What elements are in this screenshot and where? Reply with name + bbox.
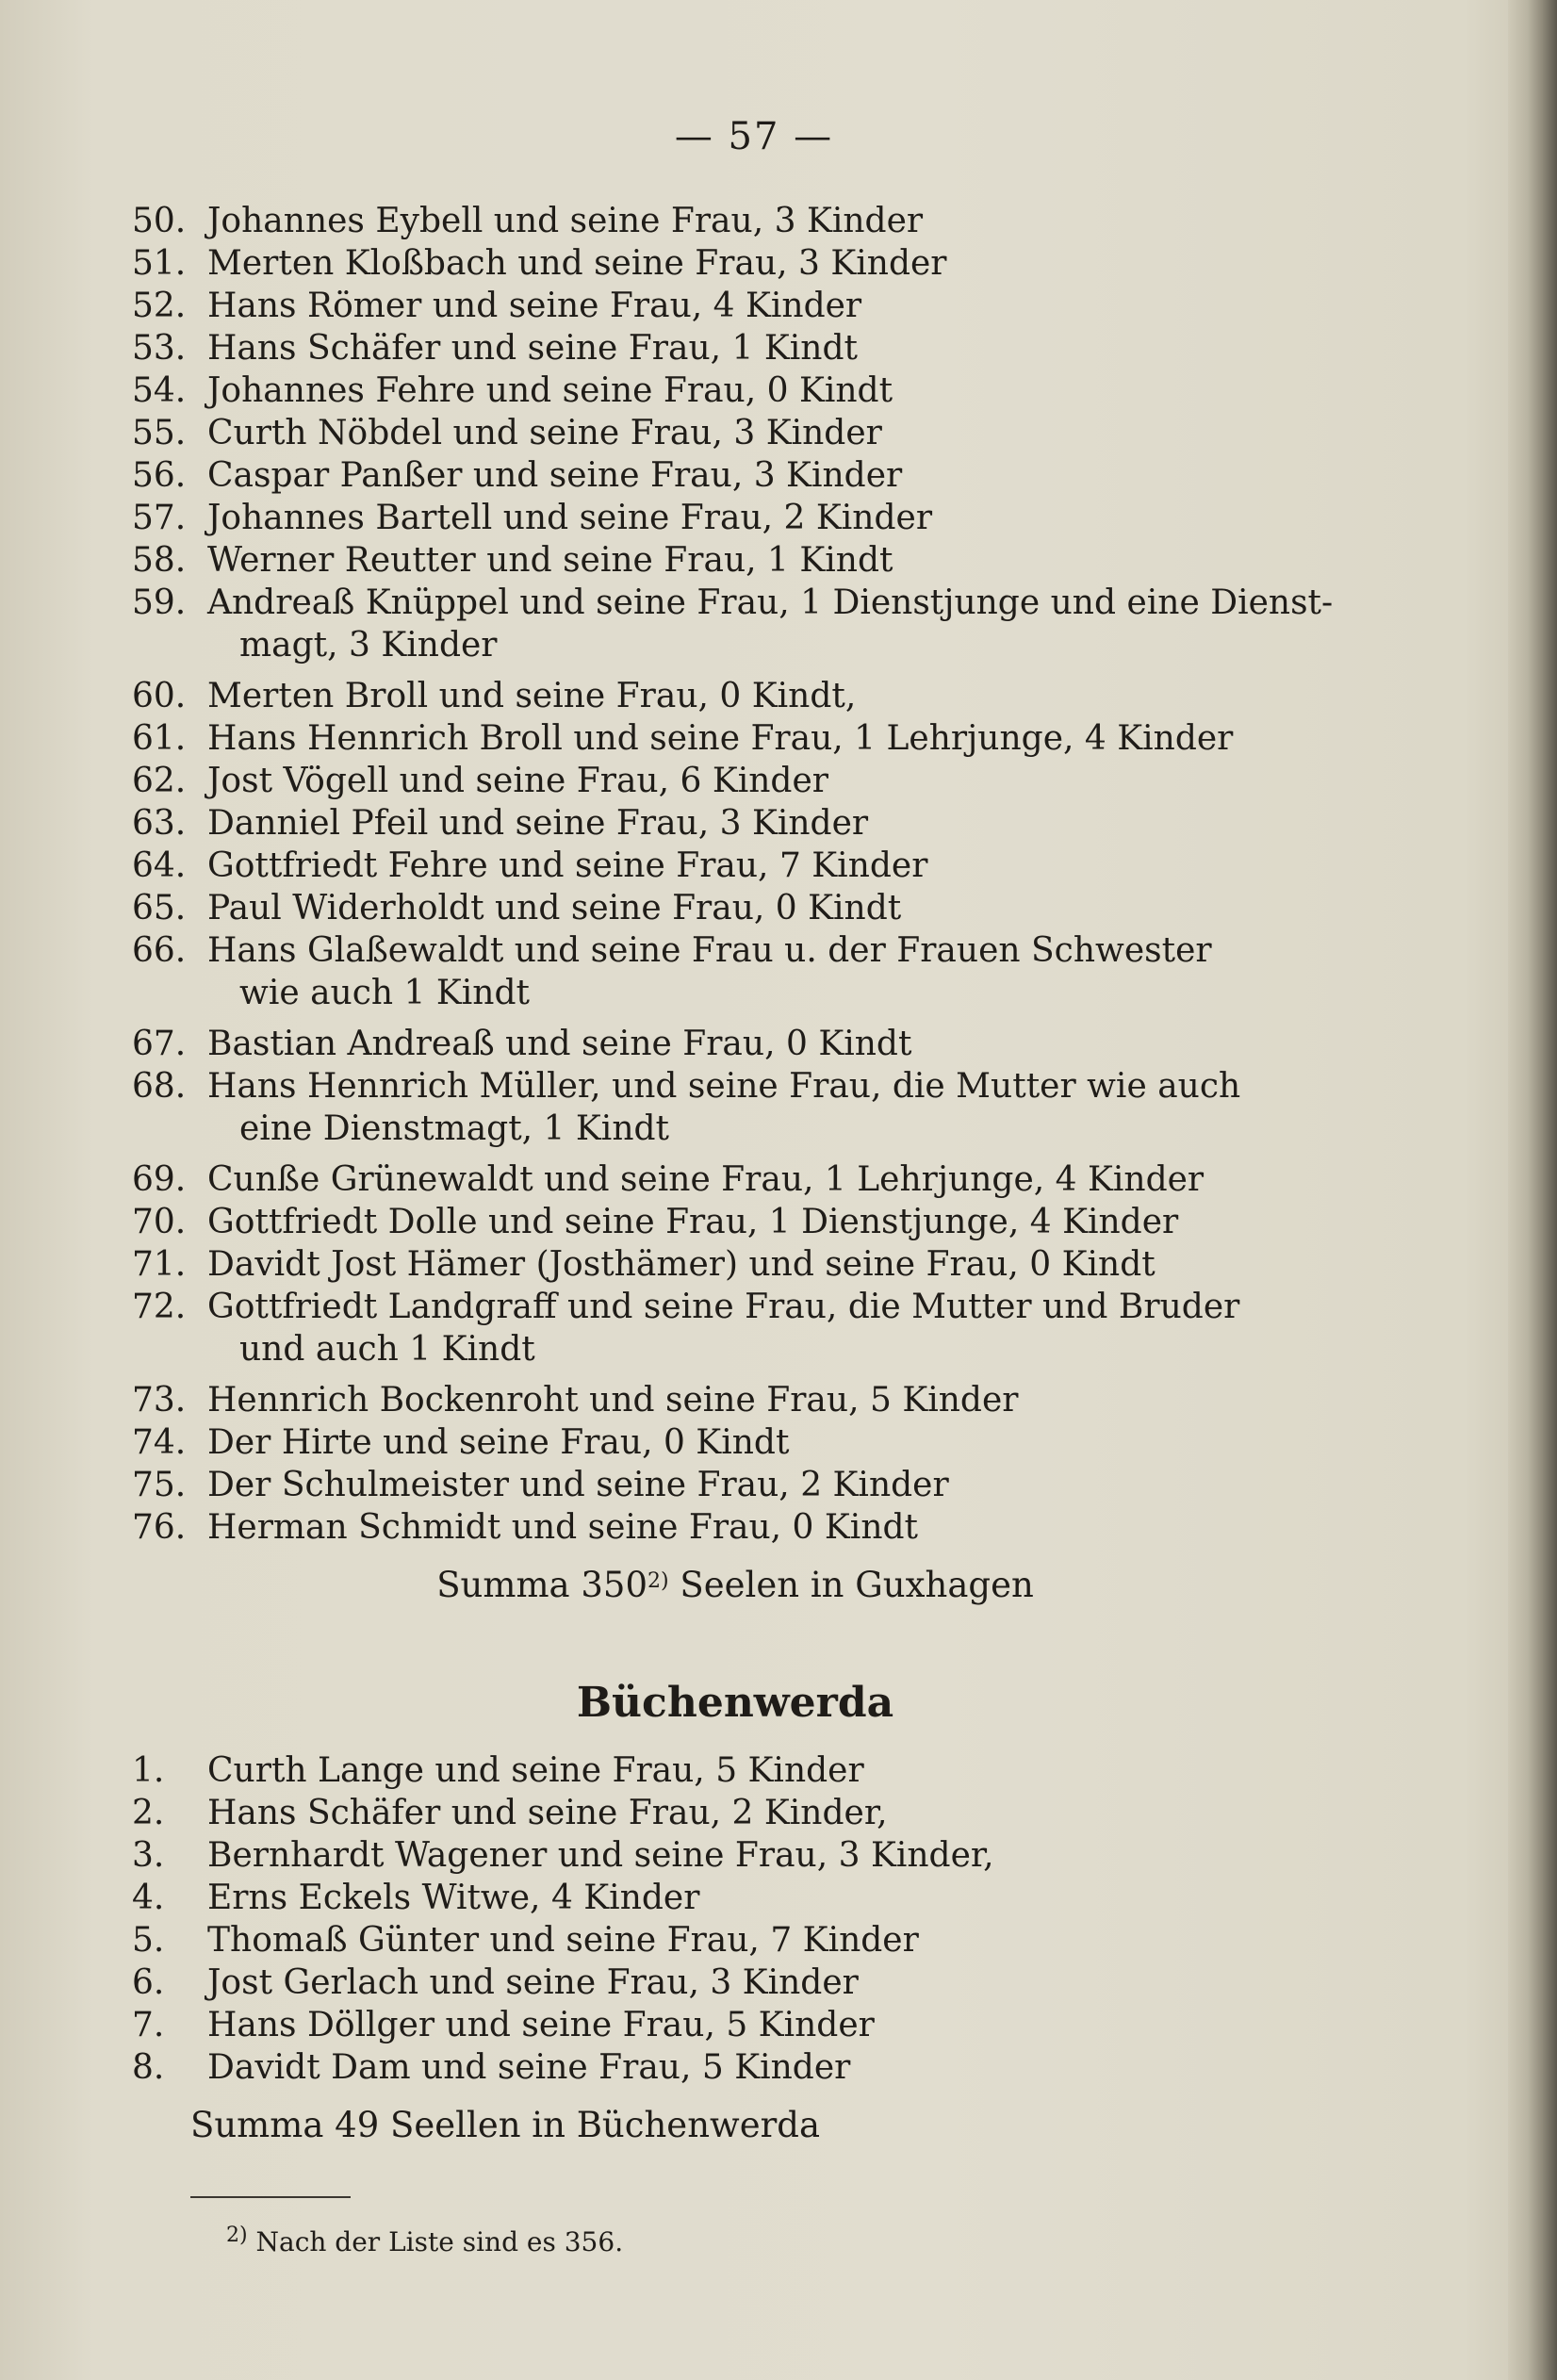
entry-number: 64.	[132, 846, 187, 885]
entry-number: 69.	[132, 1160, 187, 1199]
entry-number: 71.	[132, 1245, 187, 1284]
section-heading: Büchenwerda	[576, 1679, 894, 1727]
list-item	[132, 1464, 1338, 1506]
entry-text: Hans Schäfer und seine Frau, 1 Kindt	[207, 329, 858, 368]
page-number: — 57 —	[674, 115, 834, 158]
list-item	[132, 1421, 1338, 1464]
entry-text: Danniel Pfeil und seine Frau, 3 Kinder	[207, 804, 869, 843]
entry-number: 55.	[132, 414, 187, 452]
list-item	[132, 1506, 1338, 1549]
entry-number: 52.	[132, 287, 187, 325]
summa-text-rest: Seelen in Guxhagen	[668, 1565, 1034, 1605]
footnote-ref: 2)	[647, 1569, 669, 1593]
list-item	[132, 1834, 1338, 1877]
list-item	[132, 1919, 1338, 1961]
entry-number: 1.	[132, 1751, 165, 1790]
entry-text: Hans Döllger und seine Frau, 5 Kinder	[207, 2006, 875, 2044]
list-item	[132, 887, 1338, 929]
entry-number: 63.	[132, 804, 187, 843]
entry-text: Gottfriedt Fehre und seine Frau, 7 Kinder	[207, 846, 928, 885]
list-item	[132, 1065, 1338, 1150]
list-item	[132, 1243, 1338, 1286]
entry-text: Gottfriedt Landgraff und seine Frau, die Mutter und Bruder	[207, 1288, 1240, 1326]
entry-text: Hans Hennrich Broll und seine Frau, 1 Lehrjunge, 4 Kinder	[207, 719, 1234, 758]
entry-number: 60.	[132, 677, 187, 715]
list-item	[132, 717, 1338, 760]
list-item	[132, 412, 1338, 454]
entry-number: 76.	[132, 1508, 187, 1547]
entry-text: Merten Broll und seine Frau, 0 Kindt,	[207, 677, 857, 715]
entry-text: Der Schulmeister und seine Frau, 2 Kinder	[207, 1466, 949, 1504]
entry-number: 4.	[132, 1879, 165, 1917]
list-item	[132, 1379, 1338, 1421]
guxhagen-total	[132, 1560, 1338, 1607]
list-item	[132, 582, 1338, 666]
list-item	[132, 454, 1338, 497]
entry-number: 62.	[132, 762, 187, 800]
list-item	[132, 1158, 1338, 1201]
entry-text: Curth Nöbdel und seine Frau, 3 Kinder	[207, 414, 882, 452]
entry-number: 8.	[132, 2048, 165, 2087]
list-item	[132, 1749, 1338, 1792]
entry-continuation: wie auch 1 Kindt	[239, 974, 530, 1012]
entry-number: 67.	[132, 1025, 187, 1063]
list-item	[132, 1877, 1338, 1919]
entry-number: 68.	[132, 1067, 187, 1106]
entry-text: Herman Schmidt und seine Frau, 0 Kindt	[207, 1508, 919, 1547]
entry-number: 65.	[132, 889, 187, 927]
entry-text: Johannes Fehre und seine Frau, 0 Kindt	[207, 371, 893, 410]
entry-number: 50.	[132, 202, 187, 240]
entry-text: Hans Römer und seine Frau, 4 Kinder	[207, 287, 862, 325]
entry-text: Jost Vögell und seine Frau, 6 Kinder	[207, 762, 828, 800]
list-item	[132, 802, 1338, 845]
entry-text: Davidt Dam und seine Frau, 5 Kinder	[207, 2048, 851, 2087]
entry-text: Curth Lange und seine Frau, 5 Kinder	[207, 1751, 864, 1790]
footnote-text: Nach der Liste sind es 356.	[247, 2226, 624, 2257]
entry-text: Johannes Eybell und seine Frau, 3 Kinder	[207, 202, 924, 240]
entry-text: Gottfriedt Dolle und seine Frau, 1 Dienstjunge, 4 Kinder	[207, 1203, 1179, 1241]
entry-text: Davidt Jost Hämer (Josthämer) und seine Frau, 0 Kindt	[207, 1245, 1155, 1284]
book-spine	[1508, 0, 1557, 2380]
buechenwerda-list	[132, 1749, 1338, 2089]
entry-continuation: eine Dienstmagt, 1 Kindt	[239, 1109, 670, 1148]
entry-number: 5.	[132, 1921, 165, 1960]
entry-number: 2.	[132, 1794, 165, 1832]
buechenwerda-total: Summa 49 Seellen in Büchenwerda	[190, 2105, 821, 2145]
entry-text: Werner Reutter und seine Frau, 1 Kindt	[207, 541, 893, 580]
entry-text: Bastian Andreaß und seine Frau, 0 Kindt	[207, 1025, 912, 1063]
list-item	[132, 1201, 1338, 1243]
entry-text: Hennrich Bockenroht und seine Frau, 5 Kinder	[207, 1381, 1019, 1420]
entry-text: Paul Widerholdt und seine Frau, 0 Kindt	[207, 889, 902, 927]
entry-text: Cunße Grünewaldt und seine Frau, 1 Lehrjunge, 4 Kinder	[207, 1160, 1205, 1199]
entry-text: Caspar Panßer und seine Frau, 3 Kinder	[207, 456, 903, 495]
guxhagen-list	[132, 200, 1338, 1549]
entry-text: Jost Gerlach und seine Frau, 3 Kinder	[207, 1963, 859, 2002]
entry-number: 72.	[132, 1288, 187, 1326]
list-item	[132, 845, 1338, 887]
entry-number: 73.	[132, 1381, 187, 1420]
entry-number: 3.	[132, 1836, 165, 1875]
entry-number: 75.	[132, 1466, 187, 1504]
entry-number: 54.	[132, 371, 187, 410]
list-item	[132, 1961, 1338, 2004]
entry-number: 57.	[132, 499, 187, 537]
entry-number: 66.	[132, 931, 187, 970]
list-item	[132, 1023, 1338, 1065]
summa-text: Summa 350	[436, 1565, 647, 1605]
entry-number: 74.	[132, 1423, 187, 1462]
entry-number: 59.	[132, 583, 187, 622]
list-item	[132, 285, 1338, 327]
entry-number: 51.	[132, 244, 187, 283]
entry-text: Bernhardt Wagener und seine Frau, 3 Kinder,	[207, 1836, 994, 1875]
entry-text: Andreaß Knüppel und seine Frau, 1 Dienstjunge und eine Dienst-	[207, 583, 1334, 622]
entry-text: Johannes Bartell und seine Frau, 2 Kinder	[207, 499, 933, 537]
entry-number: 58.	[132, 541, 187, 580]
list-item	[132, 760, 1338, 802]
list-item	[132, 539, 1338, 582]
list-item	[132, 929, 1338, 1014]
list-item	[132, 2046, 1338, 2089]
entry-number: 61.	[132, 719, 187, 758]
list-item	[132, 675, 1338, 717]
list-item	[132, 497, 1338, 539]
list-item	[132, 369, 1338, 412]
entry-number: 70.	[132, 1203, 187, 1241]
list-item	[132, 1286, 1338, 1371]
entry-text: Thomaß Günter und seine Frau, 7 Kinder	[207, 1921, 919, 1960]
list-item	[132, 200, 1338, 242]
entry-number: 7.	[132, 2006, 165, 2044]
list-item	[132, 327, 1338, 369]
entry-text: Hans Schäfer und seine Frau, 2 Kinder,	[207, 1794, 888, 1832]
entry-text: Der Hirte und seine Frau, 0 Kindt	[207, 1423, 790, 1462]
footnote-mark: 2)	[226, 2224, 248, 2247]
entry-text: Merten Kloßbach und seine Frau, 3 Kinder	[207, 244, 947, 283]
entry-list	[132, 200, 1338, 2259]
footnote	[132, 2219, 1338, 2259]
entry-continuation: und auch 1 Kindt	[239, 1330, 535, 1369]
footnote-rule	[190, 2196, 351, 2198]
entry-text: Hans Glaßewaldt und seine Frau u. der Frauen Schwester	[207, 931, 1212, 970]
entry-number: 56.	[132, 456, 187, 495]
entry-text: Erns Eckels Witwe, 4 Kinder	[207, 1879, 700, 1917]
list-item	[132, 1792, 1338, 1834]
entry-continuation: magt, 3 Kinder	[239, 626, 498, 665]
entry-text: Hans Hennrich Müller, und seine Frau, die Mutter wie auch	[207, 1067, 1241, 1106]
entry-number: 53.	[132, 329, 187, 368]
list-item	[132, 2004, 1338, 2046]
entry-number: 6.	[132, 1963, 165, 2002]
list-item	[132, 242, 1338, 285]
